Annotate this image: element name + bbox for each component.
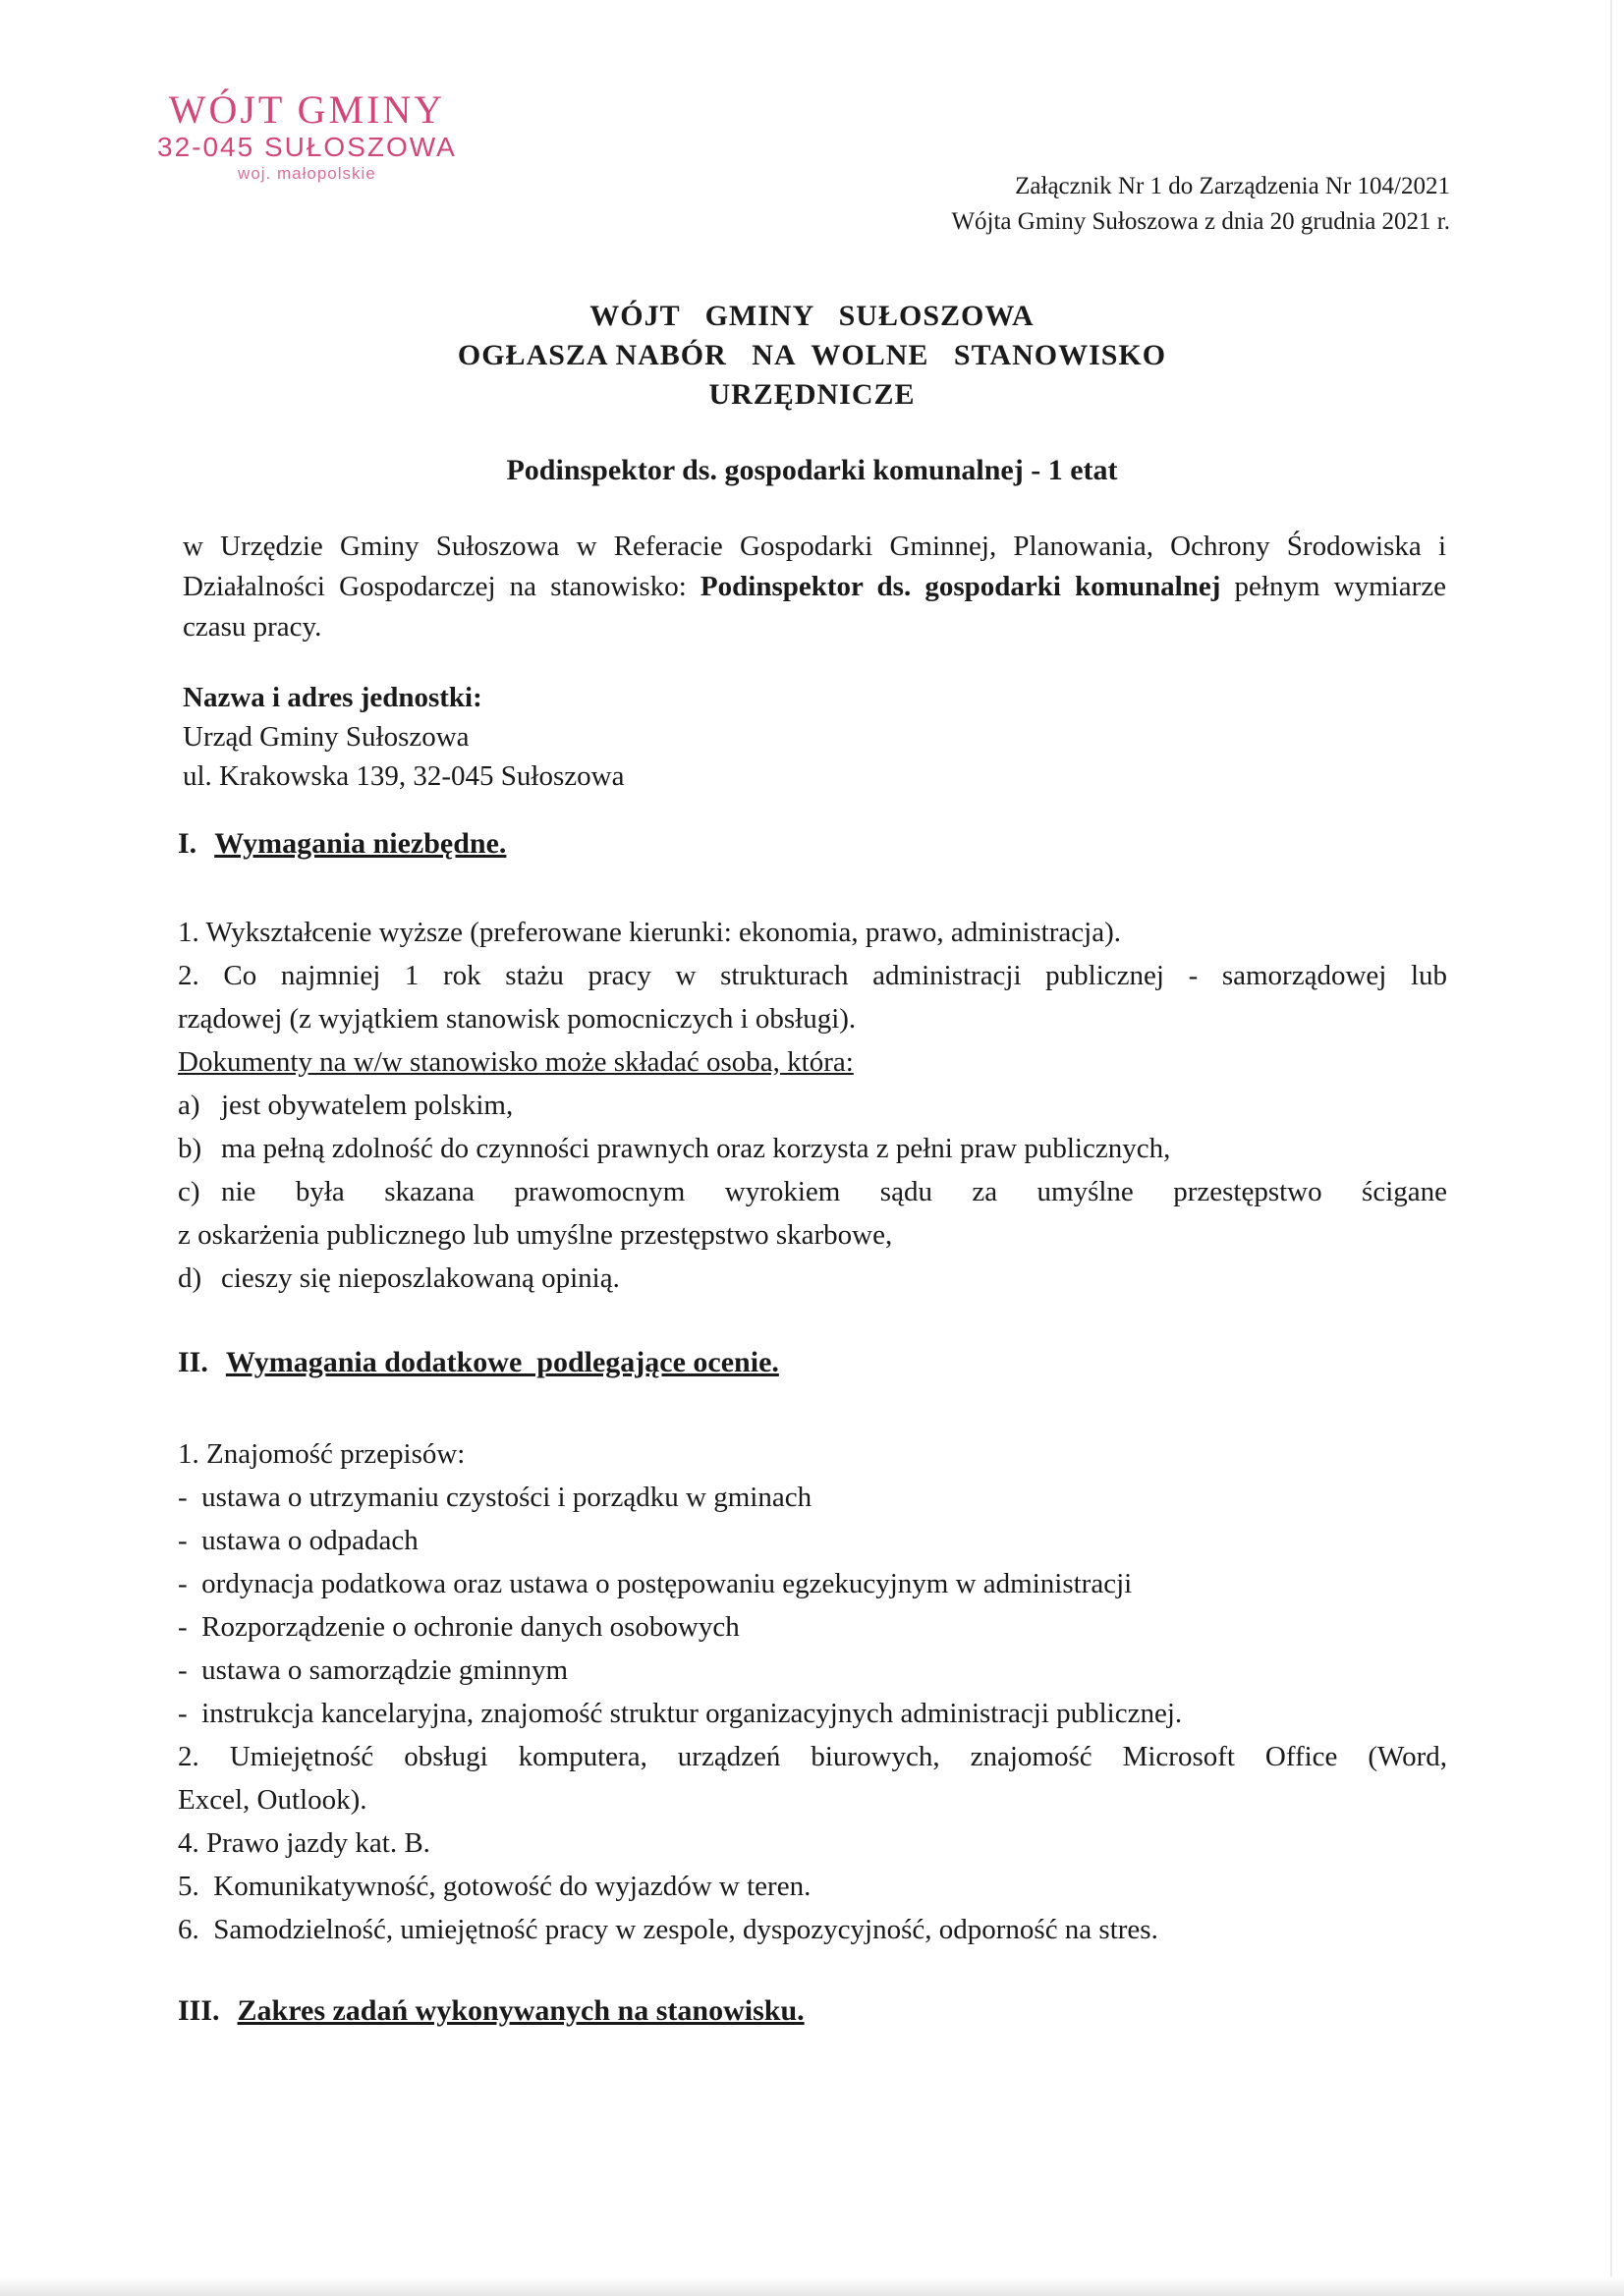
- intro-paragraph: [183, 527, 1446, 647]
- section-2-title: Wymagania dodatkowe podlegające ocenie.: [225, 1346, 779, 1378]
- section-1-number: I.: [178, 827, 197, 860]
- eligibility-a-text: jest obywatelem polskim,: [221, 1090, 514, 1121]
- intro-text-2: pełnym wymiarze czasu pracy.: [183, 571, 1446, 643]
- eligibility-d: [178, 1257, 1447, 1300]
- section-1-heading: [178, 827, 506, 861]
- section-3-heading: [178, 1994, 805, 2028]
- skill-6: 6. Samodzielność, umiejętność pracy w zespole, dyspozycyjność, odporność na stres.: [178, 1914, 1158, 1945]
- stamp-line-1: WÓJT GMINY: [168, 87, 446, 132]
- law-item-3: - ordynacja podatkowa oraz ustawa o postępowaniu egzekucyjnym w administracji: [178, 1568, 1133, 1599]
- unit-name: Urząd Gminy Sułoszowa: [183, 721, 470, 753]
- stamp-line-3: woj. małopolskie: [238, 164, 376, 183]
- eligibility-c-text-1: nie była skazana prawomocnym wyrokiem sądu za umyślne przestępstwo ścigane: [221, 1176, 1447, 1207]
- unit-address: ul. Krakowska 139, 32-045 Sułoszowa: [183, 760, 625, 792]
- skill-2-line-1: 2. Umiejętność obsługi komputera, urządzeń biurowych, znajomość Microsoft Office (Word,: [178, 1741, 1447, 1772]
- annex-line-1: Załącznik Nr 1 do Zarządzenia Nr 104/2021: [1015, 173, 1450, 199]
- section-2-heading: [178, 1346, 779, 1379]
- position-title: Podinspektor ds. gospodarki komunalnej - 1 etat: [506, 454, 1118, 486]
- section-1-list: [178, 911, 1447, 1300]
- eligibility-c-line-2: z oskarżenia publicznego lub umyślne przestępstwo skarbowe,: [178, 1219, 893, 1251]
- section-1-title: Wymagania niezbędne.: [214, 827, 507, 860]
- section-3-title: Zakres zadań wykonywanych na stanowisku.: [237, 1994, 805, 2027]
- stamp-line-2: 32-045 SUŁOSZOWA: [157, 132, 457, 162]
- requirement-1: 1. Wykształcenie wyższe (preferowane kierunki: ekonomia, prawo, administracja).: [178, 917, 1121, 948]
- skill-5: 5. Komunikatywność, gotowość do wyjazdów w teren.: [178, 1871, 812, 1902]
- scan-edge-right: [1610, 0, 1612, 2296]
- heading-line-1: WÓJT GMINY SUŁOSZOWA: [589, 300, 1035, 332]
- law-item-4: - Rozporządzenie o ochronie danych osobowych: [178, 1611, 740, 1643]
- intro-text-1: w Urzędzie Gminy Sułoszowa w Referacie Gospodarki Gminnej, Planowania, Ochrony Środowiska i Działalności Gospodarczej na stanowisko:: [183, 531, 1446, 602]
- skill-2-line-2: Excel, Outlook).: [178, 1784, 367, 1816]
- office-stamp: [157, 87, 457, 183]
- heading-line-2: OGŁASZA NABÓR NA WOLNE STANOWISKO: [457, 339, 1167, 371]
- requirement-2-line-1: 2. Co najmniej 1 rok stażu pracy w strukturach administracji publicznej - samorządowej lub: [178, 960, 1447, 991]
- unit-label: Nazwa i adres jednostki:: [183, 682, 482, 713]
- law-item-1: - ustawa o utrzymaniu czystości i porządku w gminach: [178, 1482, 812, 1513]
- requirement-2-line-2: rządowej (z wyjątkiem stanowisk pomocniczych i obsługi).: [178, 1003, 857, 1035]
- eligibility-b: [178, 1127, 1447, 1170]
- eligibility-d-label: d): [178, 1262, 202, 1294]
- scan-edge-bottom: [0, 2277, 1624, 2296]
- eligibility-a-label: a): [178, 1090, 200, 1121]
- section-2-number: II.: [178, 1346, 208, 1378]
- intro-position-name: Podinspektor ds. gospodarki komunalnej: [700, 571, 1221, 602]
- knowledge-intro: 1. Znajomość przepisów:: [178, 1438, 466, 1470]
- section-2-list: [178, 1432, 1447, 1951]
- law-item-2: - ustawa o odpadach: [178, 1525, 419, 1556]
- eligibility-c-line-1: [178, 1170, 1447, 1213]
- law-item-6: - instrukcja kancelaryjna, znajomość struktur organizacyjnych administracji publicznej.: [178, 1698, 1183, 1729]
- law-item-5: - ustawa o samorządzie gminnym: [178, 1654, 569, 1686]
- unit-block: [183, 678, 1446, 796]
- eligibility-a: [178, 1084, 1447, 1127]
- heading-line-3: URZĘDNICZE: [708, 378, 916, 411]
- eligibility-intro: Dokumenty na w/w stanowisko może składać osoba, która:: [178, 1046, 854, 1078]
- eligibility-d-text: cieszy się nieposzlakowaną opinią.: [221, 1262, 620, 1294]
- annex-note: [951, 169, 1450, 240]
- annex-line-2: Wójta Gminy Sułoszowa z dnia 20 grudnia 2021 r.: [951, 208, 1450, 235]
- eligibility-b-text: ma pełną zdolność do czynności prawnych oraz korzysta z pełni praw publicznych,: [221, 1133, 1171, 1164]
- eligibility-b-label: b): [178, 1133, 202, 1164]
- skill-4: 4. Prawo jazdy kat. B.: [178, 1827, 430, 1859]
- announcement-heading: [0, 297, 1624, 415]
- section-3-number: III.: [178, 1994, 220, 2027]
- eligibility-c-label: c): [178, 1176, 200, 1207]
